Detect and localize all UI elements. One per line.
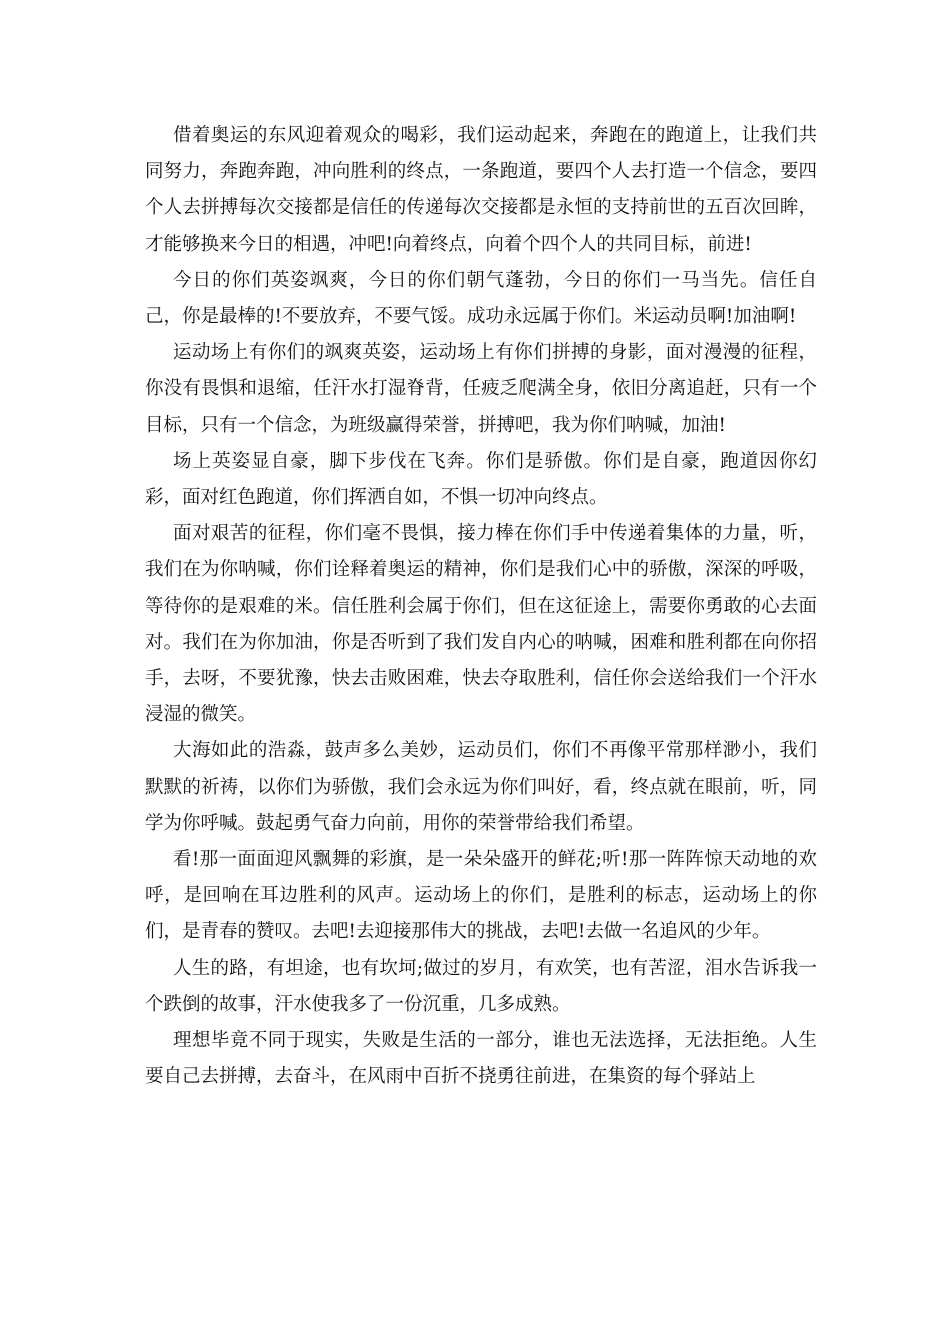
- paragraph-1: 借着奥运的东风迎着观众的喝彩，我们运动起来，奔跑在的跑道上，让我们共同努力，奔跑奔跑，冲向胜利的终点，一条跑道，要四个人去打造一个信念，要四个人去拼搏每次交接都是信任的传递每次交接都是永恒的支持前世的五百次回眸，才能够换来今日的相遇，冲吧!向着终点，向着个四个人的共同目标，前进!: [145, 125, 817, 255]
- paragraph-7: 看!那一面面迎风飘舞的彩旗，是一朵朵盛开的鲜花;听!那一阵阵惊天动地的欢呼，是回响在耳边胜利的风声。运动场上的你们，是胜利的标志，运动场上的你们，是青春的赞叹。去吧!去迎接那伟大的挑战，去吧!去做一名追风的少年。: [145, 849, 817, 943]
- paragraph-3: 运动场上有你们的飒爽英姿，运动场上有你们拼搏的身影，面对漫漫的征程，你没有畏惧和退缩，任汗水打湿脊背，任疲乏爬满全身，依旧分离追赶，只有一个目标，只有一个信念，为班级赢得荣誉，拼搏吧，我为你们呐喊，加油!: [145, 342, 817, 436]
- paragraph-8: 人生的路，有坦途，也有坎坷;做过的岁月，有欢笑，也有苦涩，泪水告诉我一个跌倒的故事，汗水使我多了一份沉重，几多成熟。: [145, 957, 817, 1015]
- paragraph-4: 场上英姿显自豪，脚下步伐在飞奔。你们是骄傲。你们是自豪，跑道因你幻彩，面对红色跑道，你们挥洒自如，不惧一切冲向终点。: [145, 450, 817, 509]
- paragraph-6: 大海如此的浩淼，鼓声多么美妙，运动员们，你们不再像平常那样渺小，我们默默的祈祷，以你们为骄傲，我们会永远为你们叫好，看，终点就在眼前，听，同学为你呼喊。鼓起勇气奋力向前，用你的荣誉带给我们希望。: [145, 740, 817, 834]
- paragraph-9: 理想毕竟不同于现实，失败是生活的一部分，谁也无法选择，无法拒绝。人生要自己去拼搏，去奋斗，在风雨中百折不挠勇往前进，在集资的每个驿站上: [145, 1030, 817, 1088]
- paragraph-2: 今日的你们英姿飒爽，今日的你们朝气蓬勃，今日的你们一马当先。信任自己，你是最棒的!不要放弃，不要气馁。成功永远属于你们。米运动员啊!加油啊!: [145, 269, 817, 328]
- document-body: [145, 118, 817, 1095]
- paragraph-5: 面对艰苦的征程，你们毫不畏惧，接力棒在你们手中传递着集体的力量，听，我们在为你呐喊，你们诠释着奥运的精神，你们是我们心中的骄傲，深深的呼吸，等待你的是艰难的米。信任胜利会属于你们，但在这征途上，需要你勇敢的心去面对。我们在为你加油，你是否听到了我们发自内心的呐喊，困难和胜利都在向你招手，去呀，不要犹豫，快去击败困难，快去夺取胜利，信任你会送给我们一个汗水浸湿的微笑。: [145, 523, 817, 726]
